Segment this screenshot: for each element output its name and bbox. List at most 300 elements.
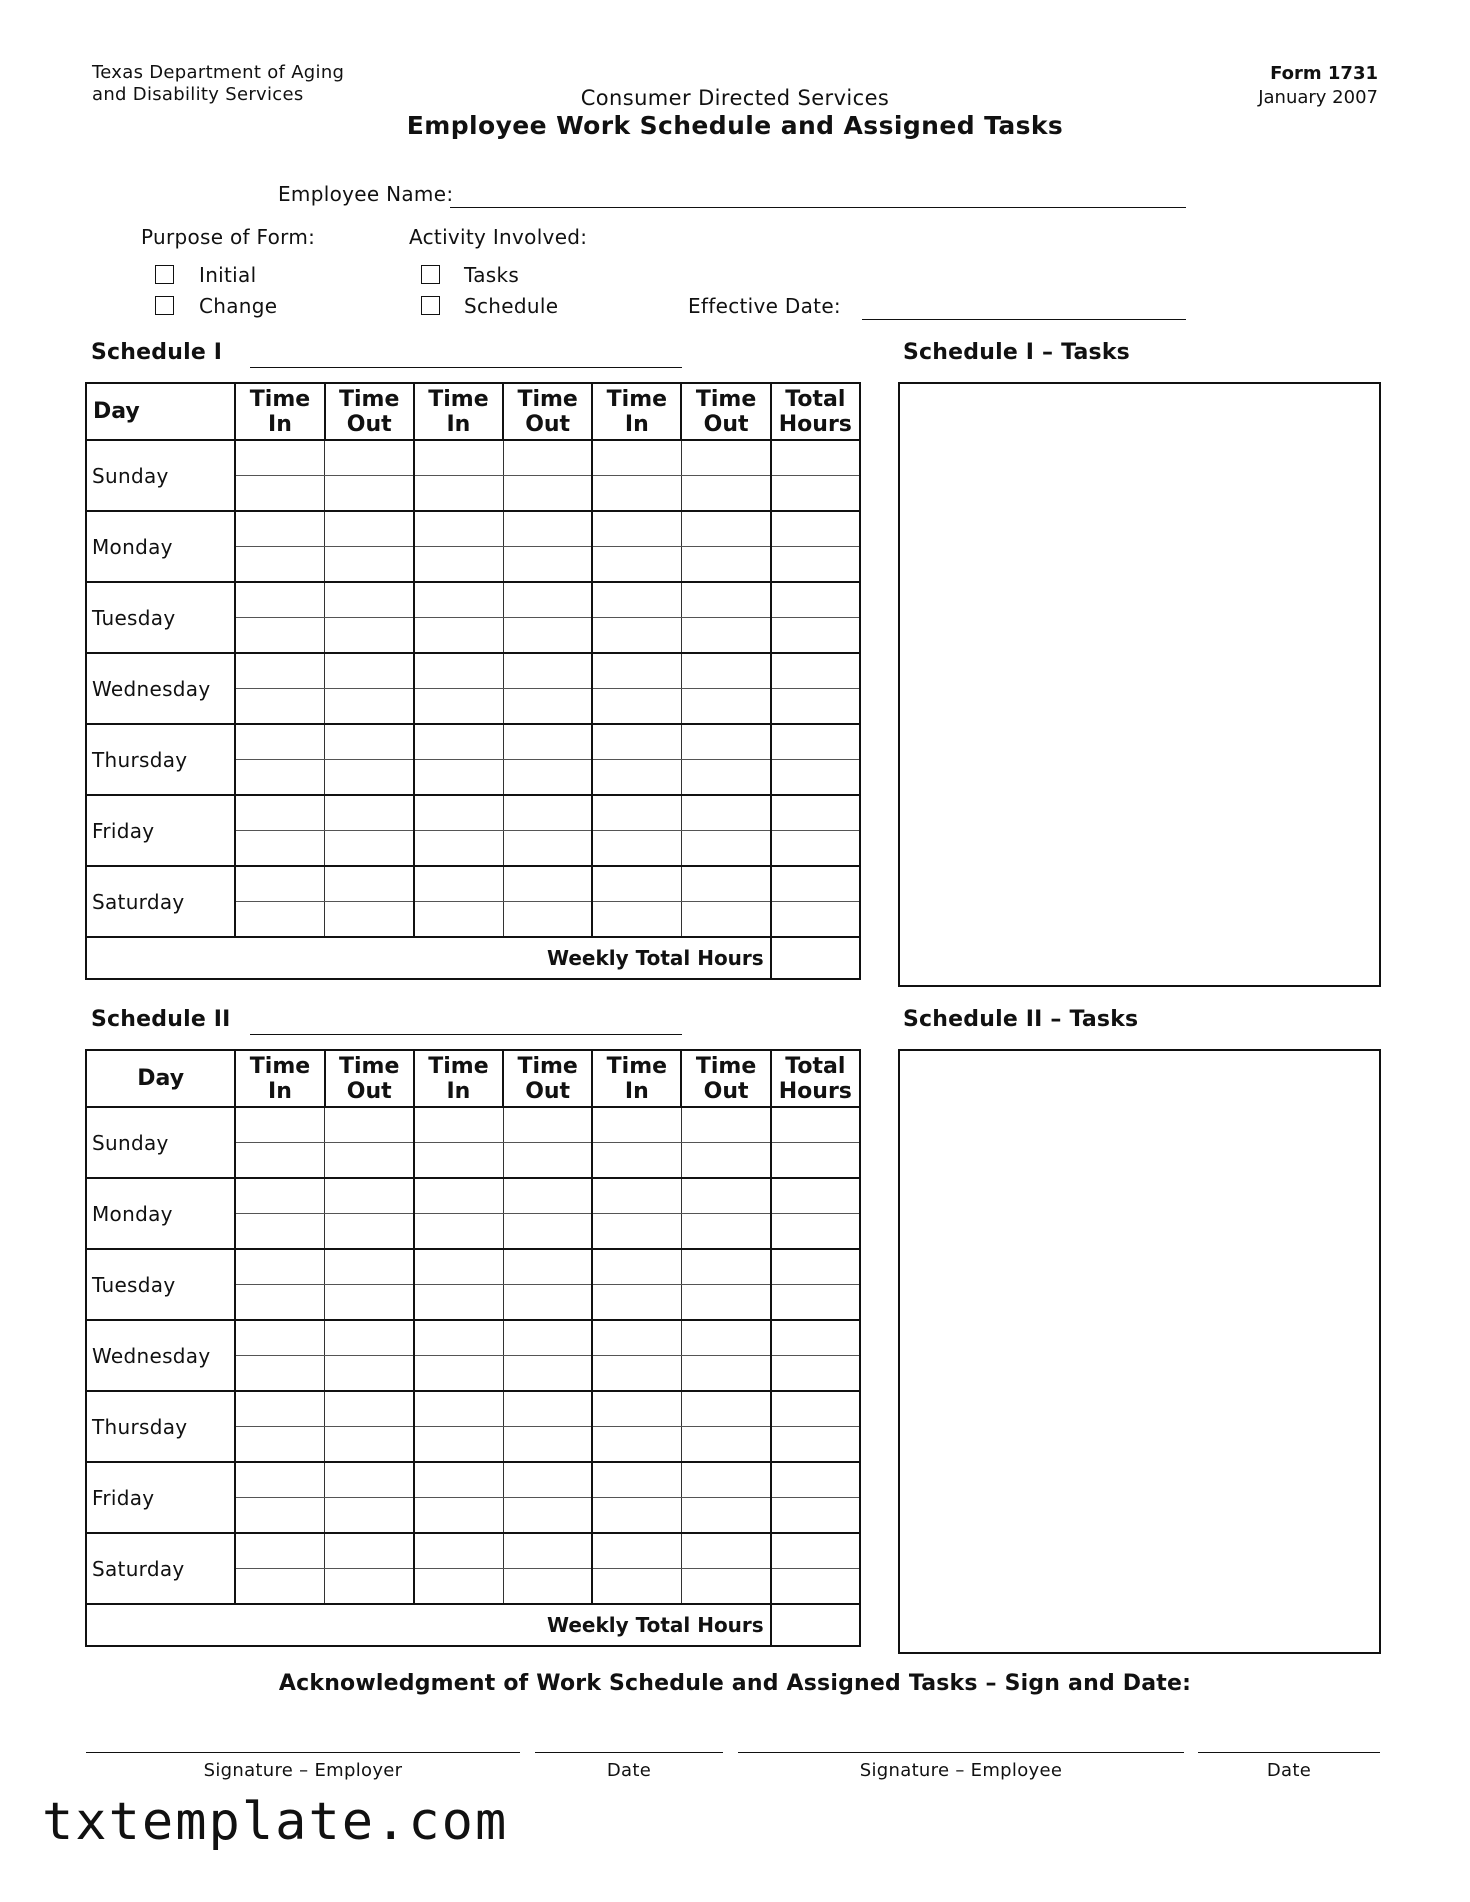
time-entry-cell[interactable] xyxy=(592,831,681,867)
total-hours-cell[interactable] xyxy=(771,760,860,796)
time-entry-cell[interactable] xyxy=(414,1356,503,1392)
total-hours-cell[interactable] xyxy=(771,1427,860,1463)
watermark-text: txtemplate.com xyxy=(42,1792,509,1852)
schedule-2-name-field[interactable] xyxy=(250,1034,682,1035)
time-entry-cell[interactable] xyxy=(592,1285,681,1321)
column-header xyxy=(771,383,860,440)
employee-name-field[interactable] xyxy=(450,207,1186,208)
day-label: Friday xyxy=(86,1462,235,1533)
total-hours-cell[interactable] xyxy=(771,1143,860,1179)
time-entry-cell[interactable] xyxy=(592,1498,681,1534)
time-entry-cell[interactable] xyxy=(503,476,592,512)
time-entry-cell[interactable] xyxy=(503,689,592,725)
time-entry-cell[interactable] xyxy=(235,1498,324,1534)
purpose-label: Purpose of Form: xyxy=(141,225,316,249)
time-entry-cell[interactable] xyxy=(325,1427,414,1463)
time-entry-cell[interactable] xyxy=(325,724,414,760)
total-hours-cell[interactable] xyxy=(771,1356,860,1392)
time-entry-cell[interactable] xyxy=(503,440,592,476)
time-entry-cell[interactable] xyxy=(325,476,414,512)
employee-date-line[interactable] xyxy=(1198,1752,1380,1753)
time-entry-cell[interactable] xyxy=(325,440,414,476)
time-entry-cell[interactable] xyxy=(414,1143,503,1179)
time-entry-cell[interactable] xyxy=(235,902,324,938)
time-entry-cell[interactable] xyxy=(592,653,681,689)
tasks-checkbox[interactable] xyxy=(421,265,440,284)
total-hours-cell[interactable] xyxy=(771,1178,860,1214)
time-entry-cell[interactable] xyxy=(681,1427,770,1463)
table-row xyxy=(86,866,860,902)
total-hours-cell[interactable] xyxy=(771,1462,860,1498)
time-entry-cell[interactable] xyxy=(503,1214,592,1250)
column-header-line-1: Total xyxy=(785,1053,846,1079)
time-entry-cell[interactable] xyxy=(235,760,324,796)
time-entry-cell[interactable] xyxy=(325,795,414,831)
time-entry-cell[interactable] xyxy=(681,1285,770,1321)
time-entry-cell[interactable] xyxy=(414,902,503,938)
total-hours-cell[interactable] xyxy=(771,511,860,547)
total-hours-cell[interactable] xyxy=(771,547,860,583)
time-entry-cell[interactable] xyxy=(325,618,414,654)
column-header-line-2: In xyxy=(268,1078,292,1104)
column-header xyxy=(414,383,503,440)
time-entry-cell[interactable] xyxy=(592,547,681,583)
column-header xyxy=(592,383,681,440)
column-header-line-1: Time xyxy=(249,386,311,412)
form-title: Employee Work Schedule and Assigned Tasks xyxy=(406,111,1064,140)
time-entry-cell[interactable] xyxy=(681,795,770,831)
time-entry-cell[interactable] xyxy=(325,1178,414,1214)
time-entry-cell[interactable] xyxy=(592,1249,681,1285)
effective-date-label: Effective Date: xyxy=(688,294,841,318)
total-hours-cell[interactable] xyxy=(771,902,860,938)
schedule-2-title: Schedule II xyxy=(91,1007,231,1032)
time-entry-cell[interactable] xyxy=(325,1462,414,1498)
weekly-total-value-cell[interactable] xyxy=(771,937,860,979)
time-entry-cell[interactable] xyxy=(325,1569,414,1605)
time-entry-cell[interactable] xyxy=(592,1356,681,1392)
time-entry-cell[interactable] xyxy=(592,1533,681,1569)
time-entry-cell[interactable] xyxy=(592,1569,681,1605)
time-entry-cell[interactable] xyxy=(503,511,592,547)
time-entry-cell[interactable] xyxy=(681,1214,770,1250)
total-hours-cell[interactable] xyxy=(771,866,860,902)
table-row xyxy=(86,582,860,618)
time-entry-cell[interactable] xyxy=(325,902,414,938)
total-hours-cell[interactable] xyxy=(771,1391,860,1427)
column-header-line-1: Time xyxy=(517,1053,578,1079)
total-hours-cell[interactable] xyxy=(771,1569,860,1605)
table-row xyxy=(86,724,860,760)
weekly-total-label: Weekly Total Hours xyxy=(86,1604,771,1646)
time-entry-cell[interactable] xyxy=(235,1462,324,1498)
time-entry-cell[interactable] xyxy=(503,1356,592,1392)
time-entry-cell[interactable] xyxy=(414,1498,503,1534)
column-header xyxy=(681,1050,770,1107)
time-entry-cell[interactable] xyxy=(503,1533,592,1569)
time-entry-cell[interactable] xyxy=(235,795,324,831)
day-label: Sunday xyxy=(86,1107,235,1178)
employer-date-label: Date xyxy=(606,1760,652,1781)
time-entry-cell[interactable] xyxy=(414,866,503,902)
table-row xyxy=(86,1249,860,1285)
time-entry-cell[interactable] xyxy=(503,1427,592,1463)
time-entry-cell[interactable] xyxy=(592,866,681,902)
time-entry-cell[interactable] xyxy=(592,1107,681,1143)
total-hours-cell[interactable] xyxy=(771,1498,860,1534)
time-entry-cell[interactable] xyxy=(235,1214,324,1250)
time-entry-cell[interactable] xyxy=(414,724,503,760)
time-entry-cell[interactable] xyxy=(681,1178,770,1214)
time-entry-cell[interactable] xyxy=(414,795,503,831)
time-entry-cell[interactable] xyxy=(681,440,770,476)
column-header-line-2: Out xyxy=(346,1078,392,1104)
day-label: Sunday xyxy=(86,440,235,511)
schedule-1-table xyxy=(85,382,861,980)
time-entry-cell[interactable] xyxy=(235,689,324,725)
time-entry-cell[interactable] xyxy=(681,1462,770,1498)
time-entry-cell[interactable] xyxy=(592,440,681,476)
time-entry-cell[interactable] xyxy=(503,1249,592,1285)
time-entry-cell[interactable] xyxy=(414,1178,503,1214)
day-label: Thursday xyxy=(86,1391,235,1462)
time-entry-cell[interactable] xyxy=(325,1320,414,1356)
employee-date-label: Date xyxy=(1266,1760,1312,1781)
time-entry-cell[interactable] xyxy=(235,582,324,618)
total-hours-cell[interactable] xyxy=(771,724,860,760)
time-entry-cell[interactable] xyxy=(592,1143,681,1179)
time-entry-cell[interactable] xyxy=(681,547,770,583)
time-entry-cell[interactable] xyxy=(414,1320,503,1356)
column-header-line-1: Time xyxy=(606,386,668,412)
column-header-line-1: Time xyxy=(428,1053,489,1079)
time-entry-cell[interactable] xyxy=(235,1356,324,1392)
weekly-total-label: Weekly Total Hours xyxy=(86,937,771,979)
column-header xyxy=(325,1050,414,1107)
time-entry-cell[interactable] xyxy=(592,689,681,725)
time-entry-cell[interactable] xyxy=(414,760,503,796)
day-label: Saturday xyxy=(86,866,235,937)
time-entry-cell[interactable] xyxy=(235,511,324,547)
time-entry-cell[interactable] xyxy=(325,1533,414,1569)
column-header xyxy=(235,1050,324,1107)
time-entry-cell[interactable] xyxy=(325,653,414,689)
time-entry-cell[interactable] xyxy=(235,440,324,476)
column-header xyxy=(771,1050,860,1107)
time-entry-cell[interactable] xyxy=(235,1320,324,1356)
effective-date-field[interactable] xyxy=(862,319,1186,320)
time-entry-cell[interactable] xyxy=(325,831,414,867)
time-entry-cell[interactable] xyxy=(414,511,503,547)
day-label: Tuesday xyxy=(86,1249,235,1320)
total-hours-cell[interactable] xyxy=(771,476,860,512)
column-header-line-1: Time xyxy=(339,1053,400,1079)
day-label: Monday xyxy=(86,1178,235,1249)
table-row xyxy=(86,1107,860,1143)
time-entry-cell[interactable] xyxy=(325,1143,414,1179)
employer-date-line[interactable] xyxy=(535,1752,723,1753)
time-entry-cell[interactable] xyxy=(235,1107,324,1143)
header-row xyxy=(86,1050,860,1107)
activity-label: Activity Involved: xyxy=(409,225,588,249)
time-entry-cell[interactable] xyxy=(503,582,592,618)
column-header xyxy=(235,383,324,440)
time-entry-cell[interactable] xyxy=(592,582,681,618)
column-header-line-1: Time xyxy=(339,386,400,412)
time-entry-cell[interactable] xyxy=(681,1143,770,1179)
day-label: Friday xyxy=(86,795,235,866)
weekly-total-row xyxy=(86,1604,860,1646)
time-entry-cell[interactable] xyxy=(503,1285,592,1321)
time-entry-cell[interactable] xyxy=(503,1107,592,1143)
total-hours-cell[interactable] xyxy=(771,582,860,618)
time-entry-cell[interactable] xyxy=(681,866,770,902)
day-label: Monday xyxy=(86,511,235,582)
column-header-line-1: Time xyxy=(695,1053,757,1079)
table-row xyxy=(86,440,860,476)
time-entry-cell[interactable] xyxy=(325,547,414,583)
time-entry-cell[interactable] xyxy=(235,866,324,902)
time-entry-cell[interactable] xyxy=(414,1462,503,1498)
time-entry-cell[interactable] xyxy=(592,1178,681,1214)
time-entry-cell[interactable] xyxy=(235,618,324,654)
time-entry-cell[interactable] xyxy=(414,582,503,618)
schedule-2-tasks-title: Schedule II – Tasks xyxy=(903,1007,1139,1032)
time-entry-cell[interactable] xyxy=(681,831,770,867)
schedule-1-tasks-title: Schedule I – Tasks xyxy=(903,340,1130,365)
day-column-header: Day xyxy=(86,1050,235,1107)
time-entry-cell[interactable] xyxy=(235,724,324,760)
change-checkbox[interactable] xyxy=(155,296,174,315)
time-entry-cell[interactable] xyxy=(235,1143,324,1179)
time-entry-cell[interactable] xyxy=(592,724,681,760)
time-entry-cell[interactable] xyxy=(592,795,681,831)
total-hours-cell[interactable] xyxy=(771,1285,860,1321)
column-header-line-1: Time xyxy=(517,386,578,412)
time-entry-cell[interactable] xyxy=(503,1391,592,1427)
time-entry-cell[interactable] xyxy=(503,760,592,796)
weekly-total-value-cell[interactable] xyxy=(771,1604,860,1646)
time-entry-cell[interactable] xyxy=(414,1107,503,1143)
agency-line-1: Texas Department of Aging xyxy=(92,62,345,83)
acknowledgment-heading: Acknowledgment of Work Schedule and Assigned Tasks – Sign and Date: xyxy=(278,1671,1192,1696)
time-entry-cell[interactable] xyxy=(235,653,324,689)
time-entry-cell[interactable] xyxy=(414,1249,503,1285)
column-header-line-1: Time xyxy=(249,1053,311,1079)
header-row xyxy=(86,383,860,440)
day-label: Saturday xyxy=(86,1533,235,1604)
tasks-option-label: Tasks xyxy=(464,263,520,287)
time-entry-cell[interactable] xyxy=(503,1143,592,1179)
column-header-line-2: In xyxy=(446,1078,471,1104)
time-entry-cell[interactable] xyxy=(503,1462,592,1498)
time-entry-cell[interactable] xyxy=(414,1214,503,1250)
column-header-line-2: In xyxy=(624,1078,649,1104)
total-hours-cell[interactable] xyxy=(771,1214,860,1250)
time-entry-cell[interactable] xyxy=(503,618,592,654)
time-entry-cell[interactable] xyxy=(235,1285,324,1321)
time-entry-cell[interactable] xyxy=(235,1178,324,1214)
schedule-1-tasks-box[interactable] xyxy=(898,382,1381,987)
table-row xyxy=(86,1533,860,1569)
employee-signature-label: Signature – Employee xyxy=(859,1760,1063,1781)
time-entry-cell[interactable] xyxy=(592,618,681,654)
time-entry-cell[interactable] xyxy=(325,1356,414,1392)
day-label: Tuesday xyxy=(86,582,235,653)
time-entry-cell[interactable] xyxy=(414,653,503,689)
total-hours-cell[interactable] xyxy=(771,689,860,725)
time-entry-cell[interactable] xyxy=(681,1107,770,1143)
time-entry-cell[interactable] xyxy=(592,1320,681,1356)
time-entry-cell[interactable] xyxy=(681,1320,770,1356)
time-entry-cell[interactable] xyxy=(681,1569,770,1605)
time-entry-cell[interactable] xyxy=(592,1214,681,1250)
initial-option-label: Initial xyxy=(199,263,257,287)
time-entry-cell[interactable] xyxy=(503,866,592,902)
time-entry-cell[interactable] xyxy=(681,582,770,618)
employer-signature-line[interactable] xyxy=(86,1752,520,1753)
time-entry-cell[interactable] xyxy=(503,1178,592,1214)
time-entry-cell[interactable] xyxy=(681,653,770,689)
schedule-1-name-field[interactable] xyxy=(250,367,682,368)
column-header-line-2: In xyxy=(446,411,471,437)
time-entry-cell[interactable] xyxy=(681,1533,770,1569)
total-hours-cell[interactable] xyxy=(771,653,860,689)
table-row xyxy=(86,1462,860,1498)
time-entry-cell[interactable] xyxy=(681,511,770,547)
time-entry-cell[interactable] xyxy=(681,1356,770,1392)
time-entry-cell[interactable] xyxy=(503,795,592,831)
time-entry-cell[interactable] xyxy=(414,476,503,512)
time-entry-cell[interactable] xyxy=(414,1533,503,1569)
time-entry-cell[interactable] xyxy=(592,1391,681,1427)
total-hours-cell[interactable] xyxy=(771,1320,860,1356)
time-entry-cell[interactable] xyxy=(325,1249,414,1285)
form-subtitle: Consumer Directed Services xyxy=(580,86,890,110)
form-number: Form 1731 xyxy=(1270,63,1378,84)
time-entry-cell[interactable] xyxy=(414,1391,503,1427)
time-entry-cell[interactable] xyxy=(592,1462,681,1498)
time-entry-cell[interactable] xyxy=(681,902,770,938)
column-header xyxy=(325,383,414,440)
time-entry-cell[interactable] xyxy=(681,1249,770,1285)
total-hours-cell[interactable] xyxy=(771,1533,860,1569)
time-entry-cell[interactable] xyxy=(325,1214,414,1250)
time-entry-cell[interactable] xyxy=(681,760,770,796)
time-entry-cell[interactable] xyxy=(235,1249,324,1285)
time-entry-cell[interactable] xyxy=(414,831,503,867)
time-entry-cell[interactable] xyxy=(414,547,503,583)
day-column-header: Day xyxy=(86,383,235,440)
time-entry-cell[interactable] xyxy=(681,1498,770,1534)
column-header xyxy=(503,383,592,440)
column-header-line-2: Hours xyxy=(778,411,852,437)
column-header-line-2: Out xyxy=(703,1078,749,1104)
time-entry-cell[interactable] xyxy=(414,1569,503,1605)
time-entry-cell[interactable] xyxy=(681,476,770,512)
column-header-line-2: Hours xyxy=(778,1078,852,1104)
time-entry-cell[interactable] xyxy=(325,760,414,796)
time-entry-cell[interactable] xyxy=(235,476,324,512)
time-entry-cell[interactable] xyxy=(414,689,503,725)
time-entry-cell[interactable] xyxy=(592,1427,681,1463)
total-hours-cell[interactable] xyxy=(771,831,860,867)
total-hours-cell[interactable] xyxy=(771,1107,860,1143)
schedule-checkbox[interactable] xyxy=(421,296,440,315)
time-entry-cell[interactable] xyxy=(325,1391,414,1427)
agency-line-2: and Disability Services xyxy=(92,84,304,105)
table-row xyxy=(86,511,860,547)
table-row xyxy=(86,1178,860,1214)
time-entry-cell[interactable] xyxy=(325,1498,414,1534)
time-entry-cell[interactable] xyxy=(235,547,324,583)
time-entry-cell[interactable] xyxy=(414,1285,503,1321)
form-date: January 2007 xyxy=(1258,87,1378,108)
time-entry-cell[interactable] xyxy=(503,547,592,583)
column-header-line-2: Out xyxy=(525,411,571,437)
time-entry-cell[interactable] xyxy=(503,653,592,689)
column-header-line-1: Total xyxy=(785,386,846,412)
total-hours-cell[interactable] xyxy=(771,1249,860,1285)
time-entry-cell[interactable] xyxy=(325,511,414,547)
total-hours-cell[interactable] xyxy=(771,795,860,831)
column-header-line-2: Out xyxy=(346,411,392,437)
time-entry-cell[interactable] xyxy=(503,1498,592,1534)
time-entry-cell[interactable] xyxy=(325,1285,414,1321)
time-entry-cell[interactable] xyxy=(503,1569,592,1605)
day-label: Wednesday xyxy=(86,653,235,724)
schedule-2-tasks-box[interactable] xyxy=(898,1049,1381,1654)
time-entry-cell[interactable] xyxy=(681,618,770,654)
time-entry-cell[interactable] xyxy=(592,902,681,938)
time-entry-cell[interactable] xyxy=(503,831,592,867)
time-entry-cell[interactable] xyxy=(414,618,503,654)
time-entry-cell[interactable] xyxy=(503,1320,592,1356)
time-entry-cell[interactable] xyxy=(681,1391,770,1427)
change-option-label: Change xyxy=(199,294,278,318)
time-entry-cell[interactable] xyxy=(503,902,592,938)
total-hours-cell[interactable] xyxy=(771,440,860,476)
time-entry-cell[interactable] xyxy=(592,511,681,547)
column-header-line-2: In xyxy=(268,411,292,437)
column-header-line-1: Time xyxy=(695,386,757,412)
time-entry-cell[interactable] xyxy=(235,1533,324,1569)
time-entry-cell[interactable] xyxy=(681,724,770,760)
time-entry-cell[interactable] xyxy=(235,1427,324,1463)
time-entry-cell[interactable] xyxy=(503,724,592,760)
initial-checkbox[interactable] xyxy=(155,265,174,284)
time-entry-cell[interactable] xyxy=(414,440,503,476)
time-entry-cell[interactable] xyxy=(681,689,770,725)
day-label: Thursday xyxy=(86,724,235,795)
time-entry-cell[interactable] xyxy=(592,760,681,796)
employee-signature-line[interactable] xyxy=(738,1752,1184,1753)
time-entry-cell[interactable] xyxy=(414,1427,503,1463)
time-entry-cell[interactable] xyxy=(235,831,324,867)
time-entry-cell[interactable] xyxy=(592,476,681,512)
column-header-line-1: Time xyxy=(606,1053,668,1079)
time-entry-cell[interactable] xyxy=(235,1391,324,1427)
table-row xyxy=(86,1320,860,1356)
time-entry-cell[interactable] xyxy=(325,689,414,725)
time-entry-cell[interactable] xyxy=(235,1569,324,1605)
schedule-1-title: Schedule I xyxy=(91,340,223,365)
time-entry-cell[interactable] xyxy=(325,1107,414,1143)
total-hours-cell[interactable] xyxy=(771,618,860,654)
time-entry-cell[interactable] xyxy=(325,866,414,902)
time-entry-cell[interactable] xyxy=(325,582,414,618)
table-row xyxy=(86,653,860,689)
